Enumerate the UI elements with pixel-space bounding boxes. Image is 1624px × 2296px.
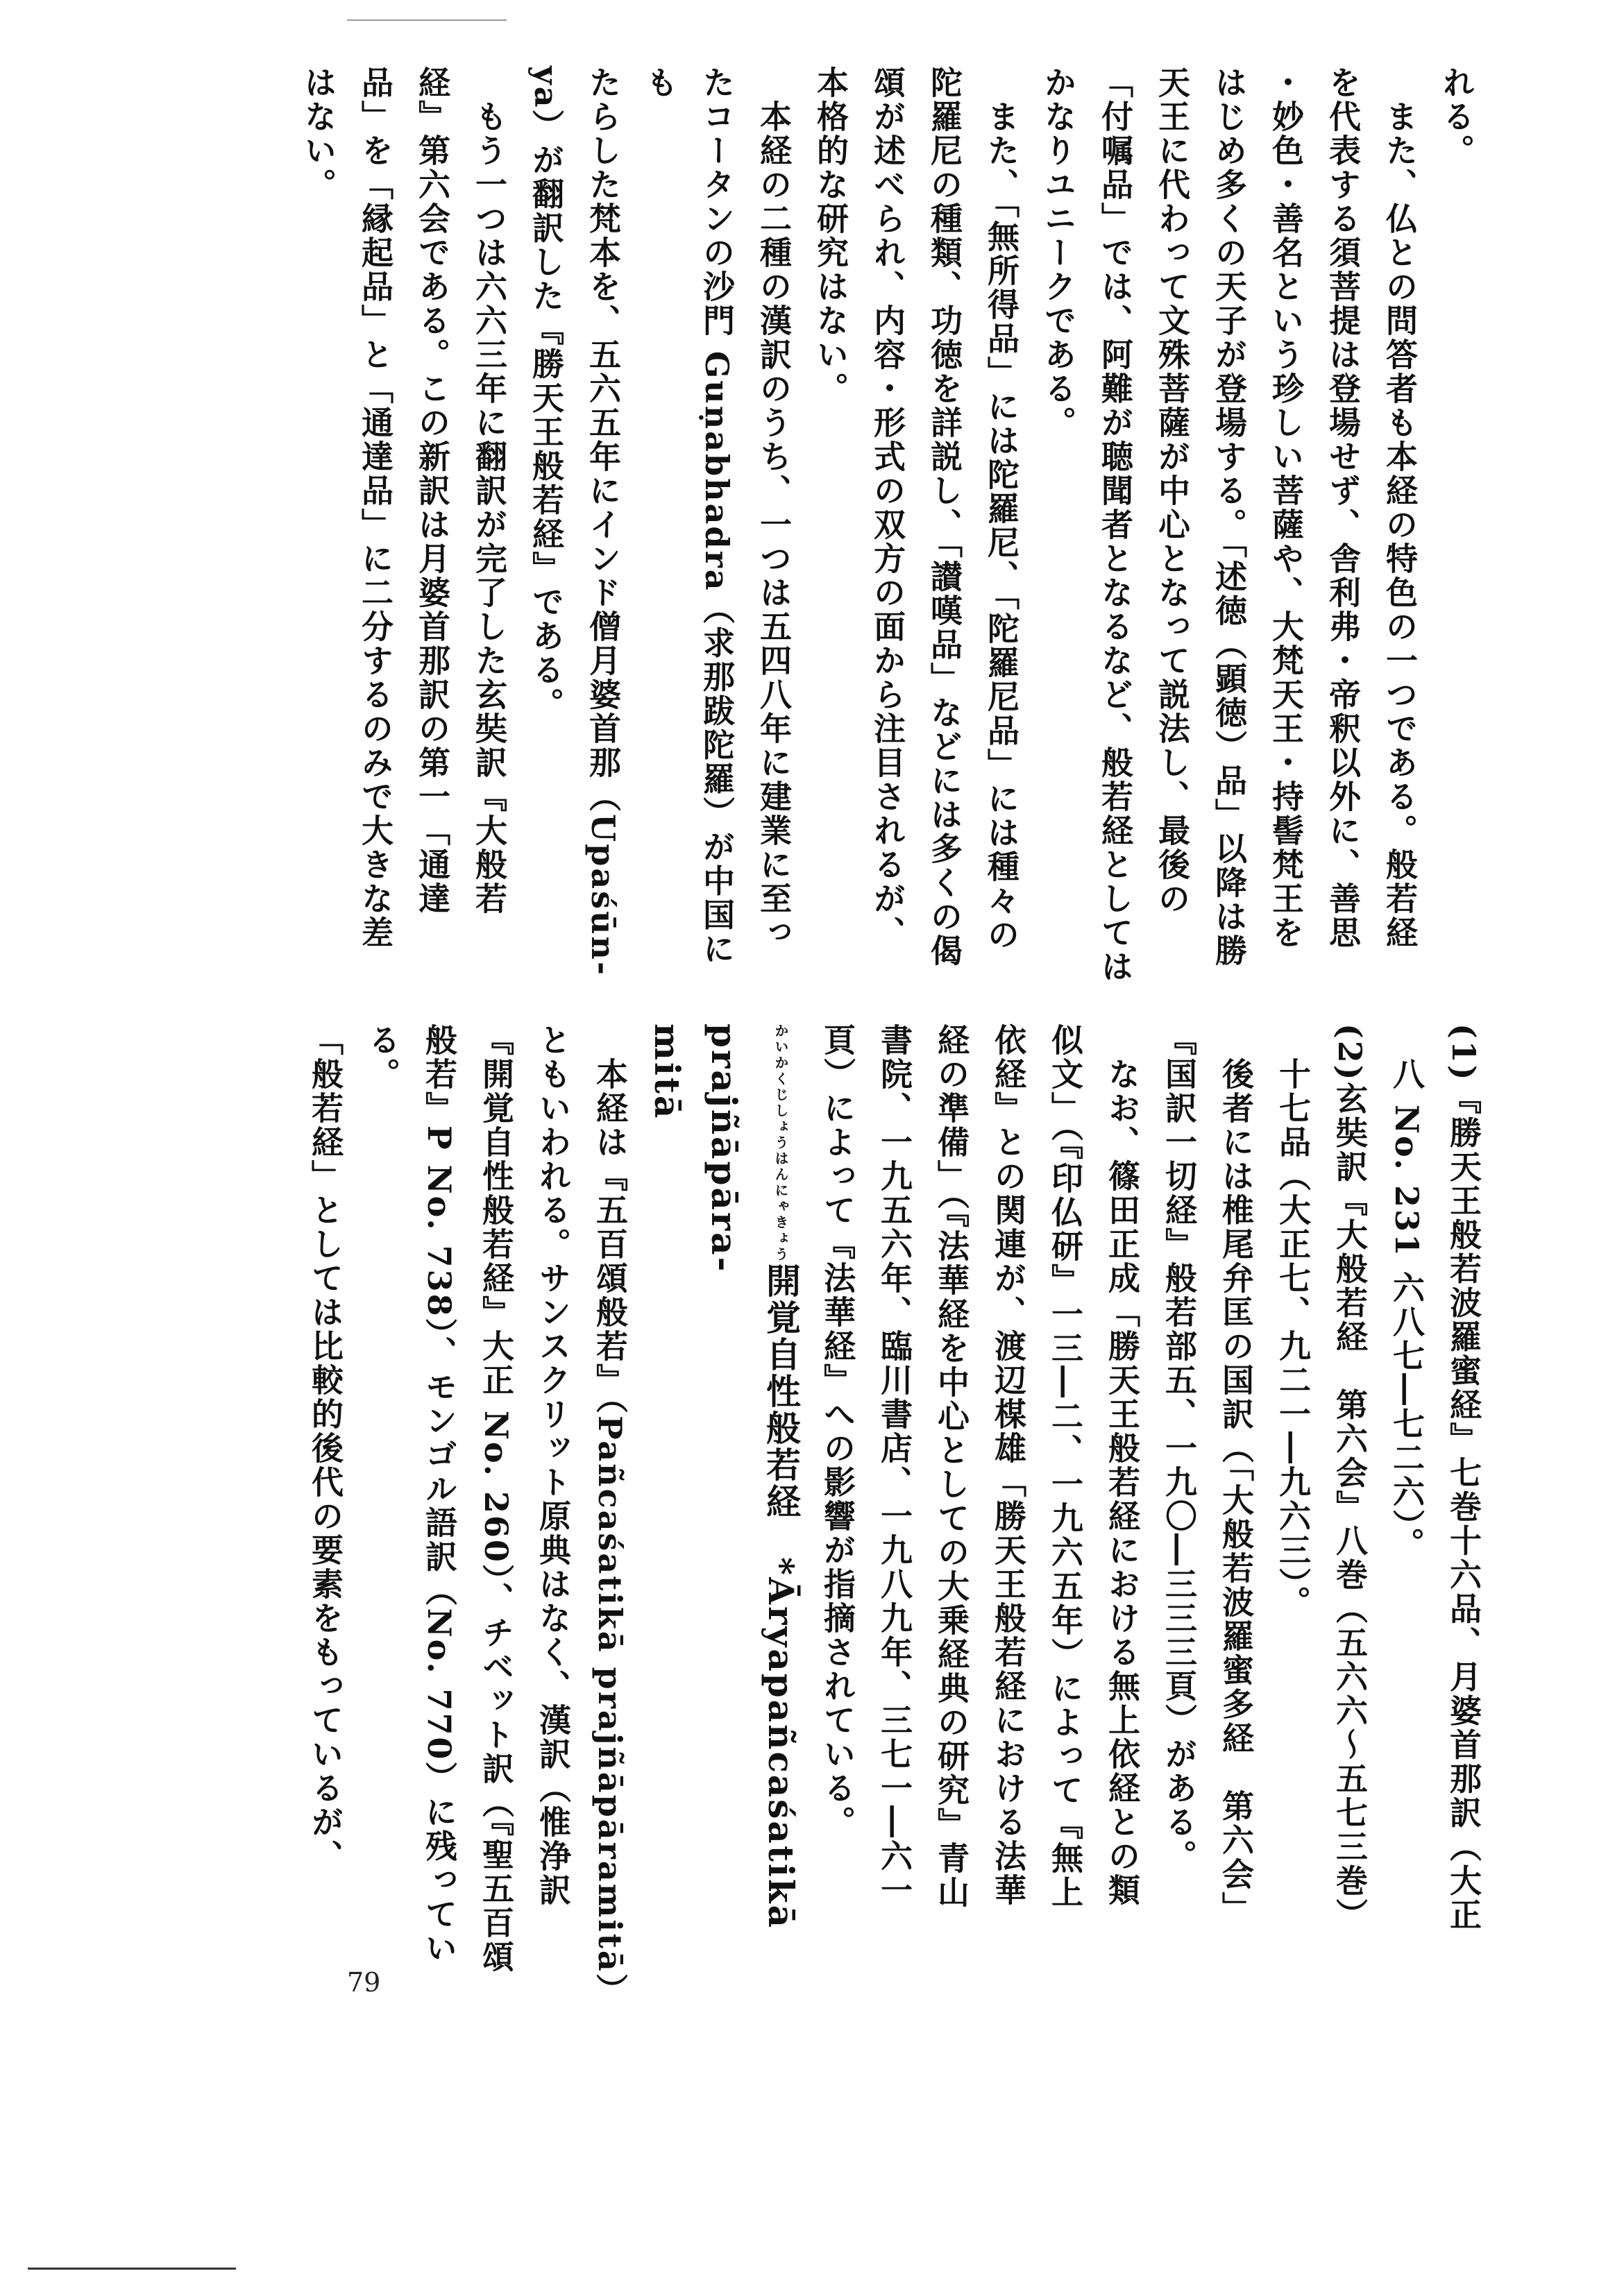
text-line: 頌が述べられ、内容・形式の双方の面から注目されるが、: [869, 66, 906, 950]
note-line: なお、篠田正成「勝天王般若経における無上依経との類: [1103, 1023, 1141, 1907]
text-line: たコータンの沙門 Guṇabhadra（求那跋陀羅）が中国にも: [641, 66, 736, 967]
body-line: 「般若経」としては比較的後代の要素をもっているが、: [307, 1023, 344, 1873]
page-number: 79: [347, 1967, 381, 1998]
text-line: 品」を「縁起品」と「通達品」に二分するのみで大きな差: [357, 66, 394, 950]
body-line: 本経は『五百頌般若』（Pañcaśatikā prajñāpāramitā）: [591, 1023, 629, 2007]
text-line: ・妙色・善名という珍しい菩薩や、大梵天王・持髻梵王を: [1267, 66, 1305, 950]
bottom-rule: [28, 2268, 236, 2270]
body-line: ともいわれる。サンスクリット原典はなく、漢訳（惟浄訳: [534, 1023, 572, 1907]
entry-heading: [695, 1023, 809, 2009]
text-line: はじめ多くの天子が登場する。「述徳（顕徳）品」以降は勝: [1210, 66, 1248, 968]
text-line: 陀羅尼の種類、功徳を詳説し、「讃嘆品」などには多くの偈: [926, 66, 963, 968]
text-line: かなりユニークである。: [1040, 66, 1077, 440]
note-line: 十七品（大正七、九二一―九六三）。: [1274, 1023, 1312, 1619]
text-line: もう一つは六六三年に翻訳が完了した玄奘訳『大般若: [471, 66, 508, 916]
text-line: はない。: [300, 66, 337, 202]
text-line: れる。: [1438, 66, 1475, 168]
lower-text-block: [187, 1023, 1492, 2009]
note-line: 依経』との関連が、渡辺楳雄「勝天王般若経における法華: [990, 1023, 1027, 1907]
note-line: (1)『勝天王般若波羅蜜経』七巻十六品、月婆首那訳（大正: [1445, 1023, 1482, 1932]
text-line: 経』第六会である。この新訳は月婆首那訳の第一「通達: [414, 66, 451, 916]
text-line: たらした梵本を、五六五年にインド僧月婆首那（Upaśūn-: [584, 66, 622, 977]
entry-heading-text: 開覚自性般若経 *Āryapañcaśatikā prajñāpāra-: [704, 1023, 802, 1944]
text-line: を代表する須菩提は登場せず、舎利弗・帝釈以外に、善思: [1324, 66, 1362, 950]
entry-heading-ruby: かいかくじしょうはんにゃきょう: [772, 1023, 789, 1263]
note-line: 経の準備」（『法華経を中心としての大乗経典の研究』青山: [933, 1023, 970, 1910]
text-line: また、「無所得品」には陀羅尼、「陀羅尼品」には種々の: [983, 66, 1020, 952]
top-rule: [347, 19, 507, 21]
body-line: 般若』P No. 738）、モンゴル語訳（No. 770）に残っている。: [364, 1023, 458, 1966]
note-line: 後者には椎尾弁匡の国訳（「大般若波羅蜜多経 第六会」: [1217, 1023, 1255, 1925]
text-line: 「付嘱品」では、阿難が聴聞者となるなど、般若経としては: [1097, 66, 1134, 984]
upper-text-block: [180, 66, 1485, 996]
note-line: 八 No. 231 六八七―七二六）。: [1388, 1023, 1426, 1561]
note-line: (2)玄奘訳『大般若経 第六会』八巻（五六六〜五七三巻）: [1331, 1023, 1369, 1932]
note-line: 『国訳一切経』般若部五、一九〇―三三三頁）がある。: [1160, 1023, 1198, 1873]
text-line: ya）が翻訳した『勝天王般若経』である。: [527, 66, 565, 722]
note-line: 似文」（『印仏研』一三―二、一九六五年）によって『無上: [1047, 1023, 1084, 1910]
text-line: 天王に代わって文殊菩薩が中心となって説法し、最後の: [1153, 66, 1191, 916]
note-line: 頁）によって『法華経』への影響が指摘されている。: [819, 1023, 856, 1839]
note-line: 書院、一九五六年、臨川書店、一九八九年、三七一―六一: [876, 1023, 913, 1907]
text-line: また、仏との問答者も本経の特色の一つである。般若経: [1381, 66, 1419, 950]
entry-heading-continuation: mitā: [647, 1023, 688, 1121]
text-line: 本格的な研究はない。: [812, 66, 849, 406]
body-line: 『開覚自性般若経』大正 No. 260）、チベット訳（『聖五百頌: [477, 1023, 515, 1974]
text-line: 本経の二種の漢訳のうち、一つは五四八年に建業に至っ: [755, 66, 793, 950]
